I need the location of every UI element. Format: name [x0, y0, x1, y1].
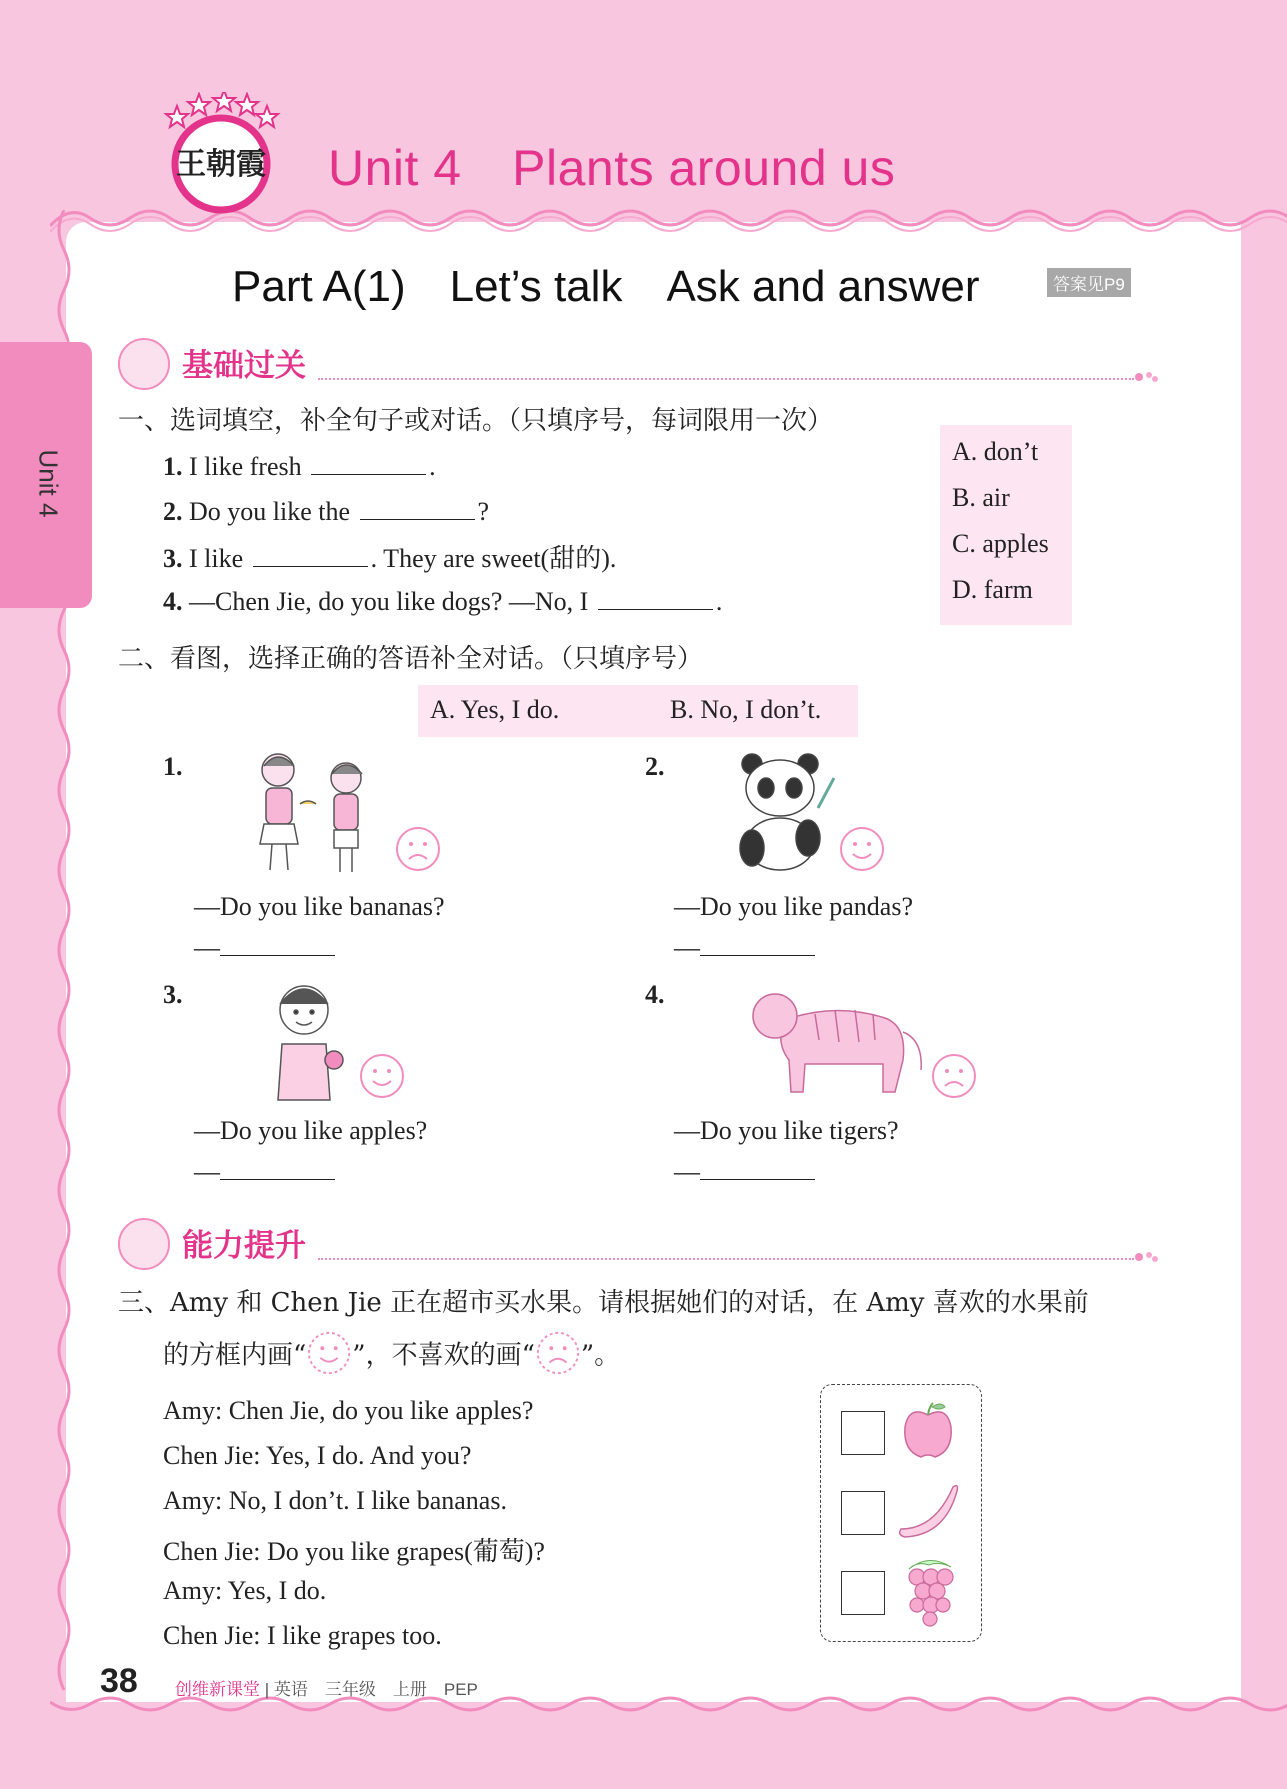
answer-blank[interactable] [360, 493, 475, 520]
section-basic-title: 基础过关 [182, 348, 306, 383]
footer-book-info: 英语 三年级 上册 PEP [273, 1680, 478, 1699]
answer-dash: — [194, 1157, 220, 1186]
word-choice-box [940, 425, 1072, 625]
picture-number: 2. [645, 752, 665, 781]
footer-info: 创维新课堂 | 英语 三年级 上册 PEP [175, 1680, 478, 1699]
q1-item-text: —Chen Jie, do you like dogs? —No, I [182, 587, 595, 616]
footer-brand: 创维新课堂 [175, 1680, 260, 1699]
panda-illustration [730, 748, 840, 873]
apple-checkbox[interactable] [841, 1411, 885, 1455]
grapes-checkbox[interactable] [841, 1571, 885, 1615]
picture-question: —Do you like tigers? [674, 1116, 899, 1145]
answer-dash: — [194, 933, 220, 962]
mascot-icon [118, 1218, 170, 1270]
dots-icon [1134, 370, 1158, 384]
unit-title: Unit 4 Plants around us [328, 140, 896, 196]
picture-answer-line [194, 1157, 335, 1187]
section-basic-header [118, 338, 1158, 388]
answer-blank[interactable] [700, 933, 815, 956]
option-b: B. No, I don’t. [670, 695, 822, 724]
picture-number: 1. [163, 752, 183, 781]
choice-c: C. apples [952, 529, 1049, 558]
answer-blank[interactable] [220, 933, 335, 956]
picture-answer-line [674, 933, 815, 963]
fruit-choice-box [820, 1384, 982, 1642]
q3-heading-text-b: ”，不喜欢的画“ [352, 1340, 535, 1371]
q1-item-text-end: . [429, 452, 436, 481]
q1-item-text: I like fresh [182, 452, 309, 481]
q3-heading-text-c: ”。 [580, 1340, 621, 1371]
dialogue-line: Amy: Chen Jie, do you like apples? [163, 1396, 534, 1425]
picture-number: 3. [163, 980, 183, 1009]
boy-illustration [268, 978, 358, 1103]
side-unit-tab-label-wrap [28, 438, 68, 528]
publisher-logo [160, 92, 282, 214]
answer-blank[interactable] [220, 1157, 335, 1180]
sad-face-icon [394, 825, 442, 873]
q1-item-text-end: . They are sweet(甜的). [370, 544, 617, 573]
q1-item-text: Do you like the [182, 497, 357, 526]
q1-item-number: 2. [163, 497, 183, 526]
sad-face-icon [930, 1052, 978, 1100]
q1-item-1 [163, 448, 436, 482]
dialogue-line: Chen Jie: Do you like grapes(葡萄)? [163, 1537, 545, 1566]
q1-item-text-end: . [715, 587, 723, 616]
q3-heading-line1: 三、Amy 和 Chen Jie 正在超市买水果。请根据她们的对话，在 Amy 喜欢的水果前 [118, 1288, 1089, 1318]
answer-blank[interactable] [253, 540, 368, 567]
q1-item-3 [163, 538, 616, 575]
dots-icon [1134, 1250, 1158, 1264]
picture-question: —Do you like pandas? [674, 892, 914, 921]
picture-answer-line [194, 933, 335, 963]
dialogue-line: Amy: Yes, I do. [163, 1576, 327, 1605]
happy-face-icon [358, 1052, 406, 1100]
q1-item-2 [163, 493, 489, 527]
lesson-title: Part A(1) Let’s talk Ask and answer [232, 262, 980, 311]
picture-number: 4. [645, 980, 665, 1009]
q1-item-text: I like [182, 544, 250, 573]
banana-checkbox[interactable] [841, 1491, 885, 1535]
answer-dash: — [674, 1157, 700, 1186]
page-number: 38 [100, 1662, 138, 1700]
q3-heading-text-a: 的方框内画“ [163, 1340, 307, 1371]
logo-text: 王朝霞 [176, 147, 266, 182]
mascot-icon [118, 338, 170, 390]
choice-a: A. don’t [952, 437, 1039, 466]
picture-answer-line [674, 1157, 815, 1187]
happy-face-icon [306, 1330, 352, 1376]
happy-face-icon [838, 825, 886, 873]
answer-options-strip [418, 685, 858, 737]
q1-item-number: 3. [163, 544, 183, 573]
answer-blank[interactable] [311, 448, 426, 475]
section-advanced-header [118, 1218, 1158, 1268]
apple-icon [899, 1399, 957, 1461]
q1-item-number: 4. [163, 587, 183, 616]
dialogue-line: Amy: No, I don’t. I like bananas. [163, 1486, 507, 1515]
choice-b: B. air [952, 483, 1010, 512]
q1-item-4 [163, 583, 722, 617]
dialogue-line: Chen Jie: I like grapes too. [163, 1621, 442, 1650]
dialogue-line: Chen Jie: Yes, I do. And you? [163, 1441, 472, 1470]
section-divider [318, 378, 1134, 380]
q2-heading: 二、看图，选择正确的答语补全对话。（只填序号） [118, 644, 704, 674]
q3-heading-line2 [163, 1330, 620, 1380]
q1-heading: 一、选词填空，补全句子或对话。（只填序号，每词限用一次） [118, 406, 834, 436]
answer-dash: — [674, 933, 700, 962]
tiger-illustration [745, 980, 930, 1100]
answer-blank[interactable] [598, 583, 713, 610]
picture-question: —Do you like bananas? [194, 892, 445, 921]
q1-item-text-end: ? [477, 497, 490, 526]
grapes-icon [899, 1551, 961, 1631]
answer-reference-badge: 答案见P9 [1047, 268, 1131, 297]
q1-item-number: 1. [163, 452, 183, 481]
section-divider [318, 1258, 1134, 1260]
girls-illustration [240, 748, 390, 878]
picture-question: —Do you like apples? [194, 1116, 428, 1145]
answer-blank[interactable] [700, 1157, 815, 1180]
side-unit-tab-label: Unit 4 [33, 449, 64, 518]
banana-icon [895, 1477, 963, 1539]
choice-d: D. farm [952, 575, 1033, 604]
section-advanced-title: 能力提升 [182, 1228, 306, 1263]
sad-face-icon [535, 1330, 581, 1376]
option-a: A. Yes, I do. [430, 695, 560, 724]
